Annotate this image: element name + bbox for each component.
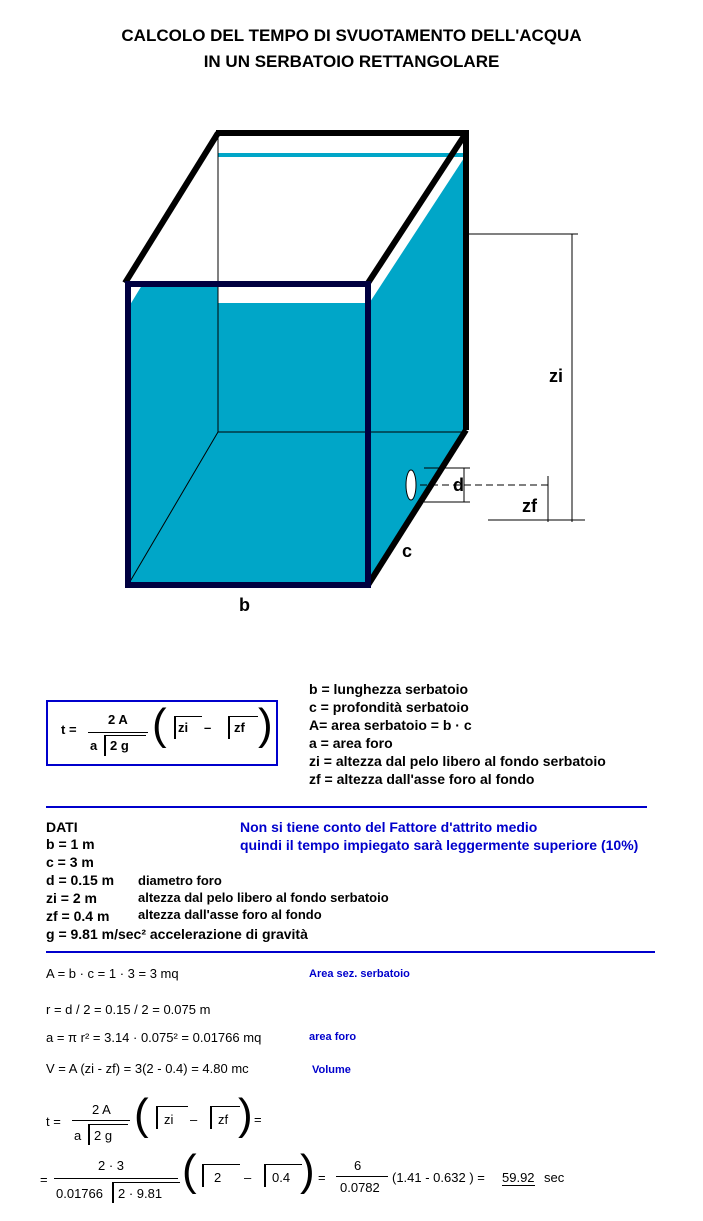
final-t: t = xyxy=(46,1114,61,1129)
note-line1: Non si tiene conto del Fattore d'attrito medio xyxy=(240,819,538,835)
page-title-line1: CALCOLO DEL TEMPO DI SVUOTAMENTO DELL'ACQUA xyxy=(121,26,582,45)
final2-root2: 2 xyxy=(214,1170,222,1185)
final2-den-root: 2 · 9.81 xyxy=(118,1186,163,1201)
formula-den-root: 2 g xyxy=(110,738,129,753)
fraction-bar xyxy=(88,732,148,733)
formula-zf: zf xyxy=(234,720,245,735)
final2-minus: – xyxy=(244,1170,252,1185)
calc-r: r = d / 2 = 0.15 / 2 = 0.075 m xyxy=(46,1002,211,1017)
label-b: b xyxy=(239,595,250,615)
final2-eq: = xyxy=(40,1172,48,1187)
final-unit: sec xyxy=(544,1170,565,1185)
note-line2: quindi il tempo impiegato sarà leggermente superiore (10%) xyxy=(240,837,639,853)
divider-1 xyxy=(46,806,647,808)
legend-c: c = profondità serbatoio xyxy=(309,699,469,715)
calc-V-note: Volume xyxy=(312,1064,351,1076)
page-title-line2: IN UN SERBATOIO RETTANGOLARE xyxy=(203,52,500,71)
final-formula: t = 2 A a 2 g ( zi – zf ) = xyxy=(46,1090,262,1143)
final-den-a: a xyxy=(74,1128,82,1143)
final3-den: 0.0782 xyxy=(340,1180,380,1195)
final-result: 59.92 xyxy=(502,1170,535,1185)
formula-zi: zi xyxy=(178,720,189,735)
formula-minus: – xyxy=(204,720,212,735)
label-zf: zf xyxy=(522,496,537,516)
formula-t: t = xyxy=(61,722,77,737)
final-zf: zf xyxy=(218,1112,229,1127)
final-den-root: 2 g xyxy=(94,1128,113,1143)
hole xyxy=(406,470,416,500)
dati-d: d = 0.15 m xyxy=(46,872,115,888)
final-minus: – xyxy=(190,1112,198,1127)
label-d: d xyxy=(453,475,464,495)
dati-g: g = 9.81 m/sec² accelerazione di gravità xyxy=(46,926,308,942)
final2-root04: 0.4 xyxy=(272,1170,291,1185)
final2-num: 2 · 3 xyxy=(98,1158,125,1173)
label-zi: zi xyxy=(549,366,564,386)
dati-zi-desc: altezza dal pelo libero al fondo serbatoio xyxy=(138,890,389,905)
final-zi: zi xyxy=(164,1112,174,1127)
calc-A-note: Area sez. serbatoio xyxy=(309,968,410,980)
legend-zf: zf = altezza dall'asse foro al fondo xyxy=(309,771,535,787)
formula-den-a: a xyxy=(90,738,98,753)
divider-2 xyxy=(46,951,655,953)
calc-a: a = π r² = 3.14 · 0.075² = 0.01766 mq xyxy=(46,1030,262,1045)
calc-a-note: area foro xyxy=(309,1031,357,1043)
legend-A: A= area serbatoio = b · c xyxy=(309,717,472,733)
dati-d-desc: diametro foro xyxy=(138,873,222,888)
dati-zf-desc: altezza dall'asse foro al fondo xyxy=(138,907,322,922)
final3-num: 6 xyxy=(354,1158,362,1173)
dati-zf: zf = 0.4 m xyxy=(46,908,110,924)
legend-a: a = area foro xyxy=(309,735,393,751)
dati-c: c = 3 m xyxy=(46,854,94,870)
final-eq: = xyxy=(254,1112,262,1127)
dati-zi: zi = 2 m xyxy=(46,890,97,906)
legend-b: b = lunghezza serbatoio xyxy=(309,681,469,697)
dati-heading: DATI xyxy=(46,819,78,835)
formula-box: t = 2 A a 2 g ( zi – zf ) xyxy=(46,700,278,766)
formula-num: 2 A xyxy=(108,712,128,727)
final3-paren: (1.41 - 0.632 ) = xyxy=(392,1170,485,1185)
label-c: c xyxy=(402,541,413,561)
calc-V: V = A (zi - zf) = 3(2 - 0.4) = 4.80 mc xyxy=(46,1061,249,1076)
calc-A: A = b · c = 1 · 3 = 3 mq xyxy=(46,966,179,981)
final-num: 2 A xyxy=(92,1102,111,1117)
final-formula-numeric: = 2 · 3 0.01766 2 · 9.81 ( 2 – 0.4 ) = 6 0.0782 (1.41 - 0.632 ) = 59.92 sec xyxy=(40,1146,565,1201)
front-water-face xyxy=(128,303,368,585)
legend-zi: zi = altezza dal pelo libero al fondo serbatoio xyxy=(309,753,606,769)
final2-eq3: = xyxy=(318,1170,326,1185)
dati-b: b = 1 m xyxy=(46,836,95,852)
final2-den-a: 0.01766 xyxy=(56,1186,103,1201)
